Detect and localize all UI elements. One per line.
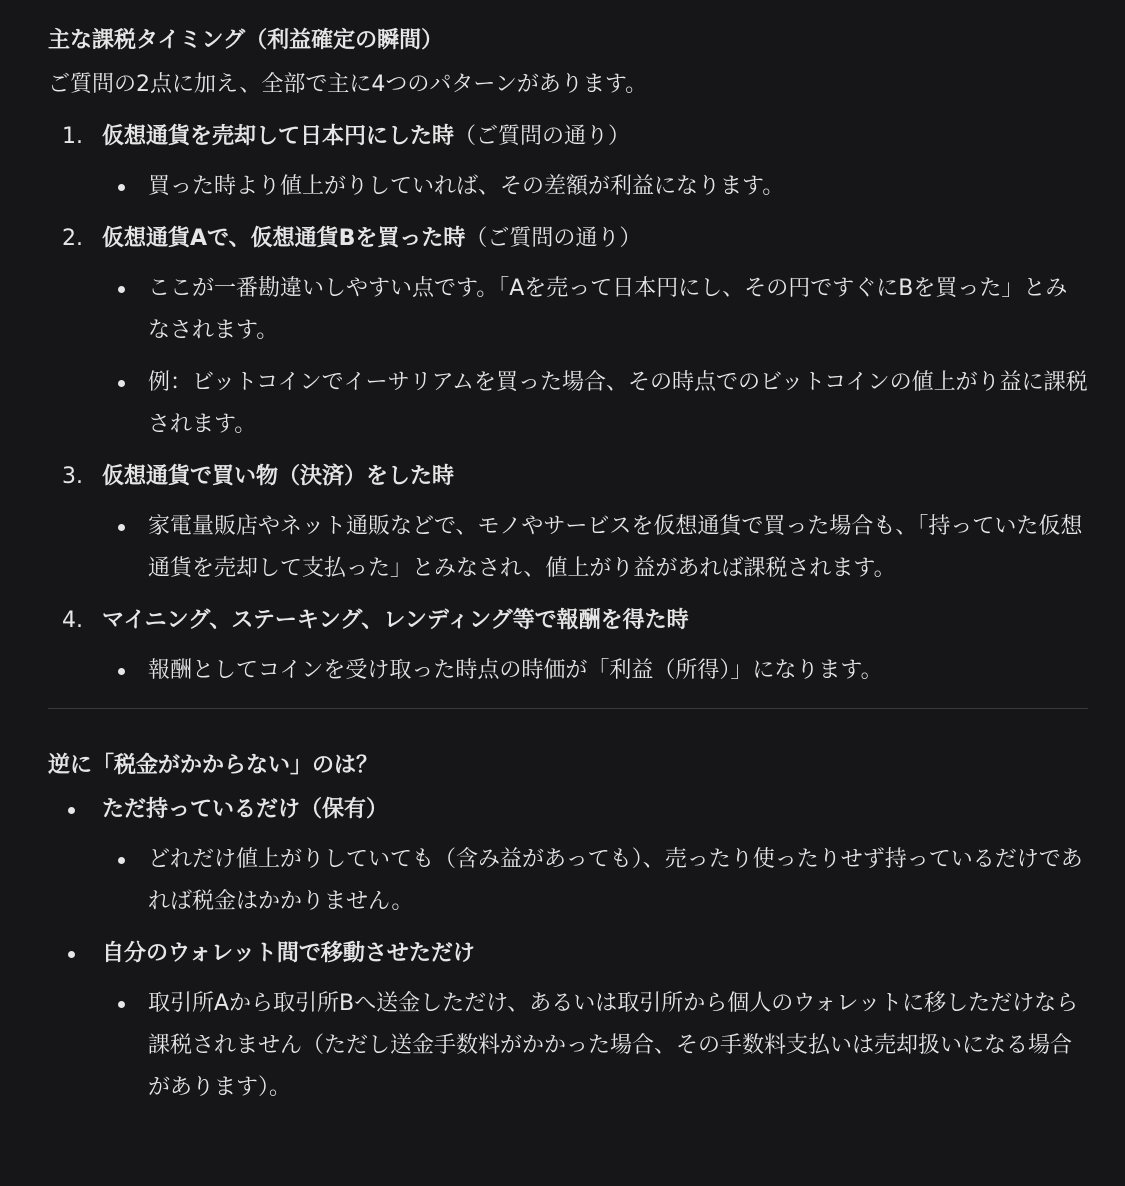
- sub-list-item: ここが一番勘違いしやすい点です。「Aを売って日本円にし、その円ですぐにBを買った」とみなされます。: [102, 268, 1088, 352]
- sub-list-item: 家電量販店やネット通販などで、モノやサービスを仮想通貨で買った場合も、「持っていた仮想通貨を売却して支払った」とみなされ、値上がり益があれば課税されます。: [102, 506, 1088, 590]
- list-item: [48, 456, 1088, 590]
- item-title: 仮想通貨で買い物（決済）をした時: [102, 464, 455, 489]
- sub-list-item: 買った時より値上がりしていれば、その差額が利益になります。: [102, 166, 1088, 208]
- item-note: （ご質問の通り）: [454, 124, 631, 149]
- item-title: マイニング、ステーキング、レンディング等で報酬を得た時: [102, 608, 689, 633]
- bullet-icon: [118, 524, 125, 531]
- list-number: 2.: [62, 226, 83, 251]
- section-heading-no-tax: 逆に「税金がかからない」のは？: [48, 753, 379, 778]
- list-number: 4.: [62, 608, 83, 633]
- tax-timing-list: [48, 116, 1088, 692]
- item-title: 自分のウォレット間で移動させただけ: [102, 941, 475, 966]
- sub-list-item: どれだけ値上がりしていても（含み益があっても）、売ったり使ったりせず持っているだけであれば税金はかかりません。: [102, 839, 1088, 923]
- item-note: （ご質問の通り）: [465, 226, 642, 251]
- list-item: [48, 600, 1088, 692]
- section-heading-tax-timing: 主な課税タイミング（利益確定の瞬間）: [48, 28, 444, 53]
- list-item: [48, 933, 1088, 1109]
- item-title: 仮想通貨を売却して日本円にした時: [102, 124, 455, 149]
- bullet-icon: [118, 1001, 125, 1008]
- no-tax-list: [48, 789, 1088, 1109]
- bullet-icon: [68, 951, 75, 958]
- bullet-icon: [68, 807, 75, 814]
- item-title: ただ持っているだけ（保有）: [102, 797, 389, 822]
- divider: [48, 708, 1088, 709]
- list-number: 1.: [62, 124, 83, 149]
- sub-list-item: 報酬としてコインを受け取った時点の時価が「利益（所得）」になります。: [102, 650, 1088, 692]
- bullet-icon: [118, 286, 125, 293]
- intro-text: ご質問の2点に加え、全部で主に4つのパターンがあります。: [48, 72, 648, 97]
- item-title: 仮想通貨Aで、仮想通貨Bを買った時: [102, 226, 466, 251]
- bullet-icon: [118, 380, 125, 387]
- sub-list-item: 例：ビットコインでイーサリアムを買った場合、その時点でのビットコインの値上がり益に課税されます。: [102, 362, 1088, 446]
- sub-list-item: 取引所Aから取引所Bへ送金しただけ、あるいは取引所から個人のウォレットに移しただけなら課税されません（ただし送金手数料がかかった場合、その手数料支払いは売却扱いになる場合があります）。: [102, 983, 1088, 1109]
- bullet-icon: [118, 668, 125, 675]
- list-number: 3.: [62, 464, 83, 489]
- bullet-icon: [118, 184, 125, 191]
- list-item: [48, 789, 1088, 923]
- list-item: [48, 218, 1088, 446]
- chat-message-content: [48, 20, 1088, 1119]
- bullet-icon: [118, 857, 125, 864]
- list-item: [48, 116, 1088, 208]
